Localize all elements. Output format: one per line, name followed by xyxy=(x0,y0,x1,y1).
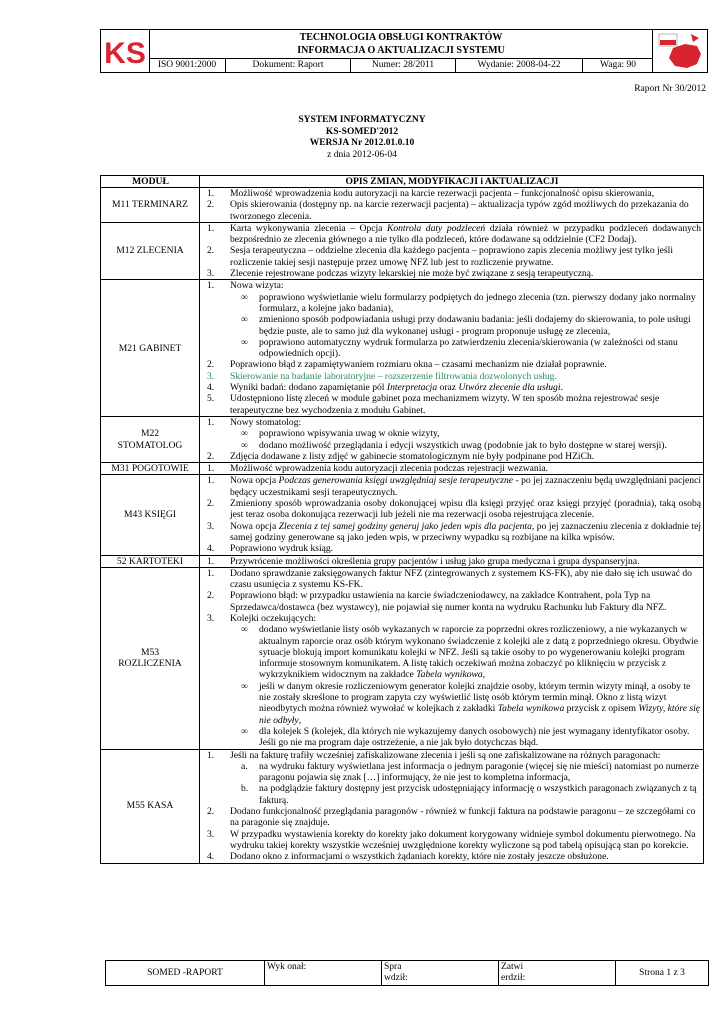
table-row xyxy=(101,416,704,462)
infinity-bullet-icon: ∞ xyxy=(241,439,248,451)
title-line-3: WERSJA Nr 2012.01.0.10 xyxy=(309,138,415,148)
table-row xyxy=(101,463,704,475)
module-name: M43 KSIĘGI xyxy=(101,475,200,555)
list-item: 2. Poprawiono błąd z zapamiętywaniem rozmiaru okna – czasami mechanizm nie działał poprawnie. xyxy=(207,359,607,371)
list-item: 1. Możliwość wprowadzenia kodu autoryzacji zlecenia podczas rejestracji wezwania. xyxy=(207,463,549,475)
logo-text: KS xyxy=(104,37,146,70)
sub-item: b. na podglądzie faktury dostępny jest przycisk udostępniający informację o wszystkich paragonach związanych z tą fakturą. xyxy=(241,783,697,806)
header-num: Numer: 28/2011 xyxy=(351,59,456,73)
list-item: 3. Nowa opcja Zlecenia z tej samej godziny generuj jako jeden wpis dla pacjenta, po jej zaznaczeniu zlecenia z dokładnie tej samej godziny generowane są jako jeden wpis, w przeciwny wypadku są rozbijane na kilka wpisów. xyxy=(207,520,701,543)
infinity-bullet-icon: ∞ xyxy=(241,680,248,692)
list-item: 1. Przywrócenie możliwości określenia grupy pacjentów i usług jako grupa medyczna i grupa dyspanseryjna. xyxy=(207,555,640,567)
list-item: 4. Wyniki badań: dodano zapamiętanie pól Interpretacja oraz Utwórz zlecenie dla usługi. xyxy=(207,382,563,394)
infinity-bullet-icon: ∞ xyxy=(241,336,248,348)
module-description xyxy=(200,416,704,462)
title-line-2: KS-SOMED'2012 xyxy=(325,126,399,137)
module-description xyxy=(200,188,704,223)
module-name: M12 ZLECENIA xyxy=(101,222,200,279)
list-item: 3. Zlecenie rejestrowane podczas wizyty lekarskiej nie może być związane z sesją terapeutyczną. xyxy=(207,268,594,280)
infinity-bullet-icon: ∞ xyxy=(241,291,248,303)
table-row xyxy=(101,749,704,863)
sub-item: a. na wydruku faktury wyświetlana jest informacja o jednym paragonie (więcej się nie mieści) natomiast po numerze paragonu pojawia się znak […] informujący, że nie jest to kompletna informacja, xyxy=(241,760,699,784)
list-item: 5. Udostępniono listę zleceń w module gabinet poza mechanizmem wizyty. W ten sposób można rejestrować sesje terapeutyczne bez wychodzenia z modułu Gabinet. xyxy=(207,393,660,416)
module-name: M55 KASA xyxy=(101,749,200,863)
certification-emblem xyxy=(652,30,707,72)
header-title-1: TECHNOLOGIA OBSŁUGI KONTRAKTÓW xyxy=(299,32,503,43)
table-row xyxy=(101,567,704,749)
infinity-bullet-icon: ∞ xyxy=(241,428,248,440)
footer-page-number: Strona 1 z 3 xyxy=(639,968,685,978)
list-item: 3. Kolejki oczekujących: xyxy=(207,612,317,624)
module-description xyxy=(200,475,704,555)
list-item: 1. Jeśli na fakturę trafiły wcześniej zafiskalizowane zlecenia i jeśli są one zafiskalizowane na różnych paragonach: xyxy=(207,749,661,761)
table-row xyxy=(101,222,704,279)
list-item: 1. Nowa wizyta: xyxy=(207,280,284,292)
table-row xyxy=(101,475,704,555)
module-name: 52 KARTOTEKI xyxy=(101,555,200,567)
module-description xyxy=(200,222,704,279)
sub-item: ∞ poprawiono automatyczny wydruk formularza po zatwierdzeniu zlecenia/skierowania (w zależności od stanu odpowiednich opcji). xyxy=(241,336,678,360)
document-title xyxy=(0,115,724,161)
table-row xyxy=(101,555,704,567)
header-waga: Waga: 90 xyxy=(600,60,636,70)
module-name: M31 POGOTOWIE xyxy=(101,463,200,475)
table-row xyxy=(101,280,704,417)
list-item: 2. Poprawiono błąd: w przypadku ustawienia na karcie świadczeniodawcy, na zakładce Kontrahent, pola Typ na Sprzedawca/dostawca (bez wystawcy), nie pojawiał się numer konta na wydruku Rachunku lub Faktury dla NFZ. xyxy=(207,590,667,613)
module-description xyxy=(200,463,704,475)
footer-zatwi: Zatwi erdził: xyxy=(499,961,616,985)
list-item: 2. Zdjęcia dodawane z listy zdjęć w gabinecie stomatologicznym nie były podpinane pod HZiCh. xyxy=(207,450,595,462)
infinity-bullet-icon: ∞ xyxy=(241,725,248,737)
footer-wyk: Wyk onał: xyxy=(265,961,382,985)
list-item: 2. Dodano funkcjonalność przeglądania paragonów - również w funkcji faktura na podstawie paragonu – ze szczegółami co na paragonie się znajduje. xyxy=(207,806,696,829)
module-description xyxy=(200,555,704,567)
company-logo xyxy=(101,30,150,72)
poland-map-icon xyxy=(653,30,707,72)
sub-item: ∞ jeśli w danym okresie rozliczeniowym generator kolejki znajdzie osoby, którym termin wizyty minął, a osoby te nie zostały skreślone to program zapyta czy wyświetlić listę osób którym termin minął. Okno z listą wizyt nieodbytych można również wywołać w kolejkach z zakładki Tabela wynikowa przycisk z opisem Wizyty, które się nie odbyły, xyxy=(241,680,701,726)
header-wyd: Wydanie: 2008-04-22 xyxy=(456,59,583,73)
table-row xyxy=(101,188,704,223)
module-name: M53 ROZLICZENIA xyxy=(101,567,200,749)
sub-item: ∞ dodano możliwość przeglądania i edycji wszystkich uwag (podobnie jak to było dostępne w starej wersji). xyxy=(241,439,667,451)
header-doc: Dokument: Raport xyxy=(226,59,351,73)
module-name: M22 STOMATOLOG xyxy=(101,416,200,462)
list-item: 1. Nowy stomatolog: xyxy=(207,416,302,428)
list-item: 2. Zmieniony sposób wprowadzania osoby dokonującej wpisu dla księgi przyjęć oraz księgi przyjęć (poradnia), taką osobą jest teraz osoba dokonująca rezerwacji lub jeżeli nie ma rezerwacji osoba rejestrująca zlecenie. xyxy=(207,498,701,521)
module-name: M21 GABINET xyxy=(101,280,200,417)
sub-item: ∞ poprawiono wyświetlanie wielu formularzy podpiętych do jednego zlecenia (tzn. pierwszy dodany jako normalny formularz, a kolejne jako badania), xyxy=(241,291,696,314)
sub-item: ∞ zmieniono sposób podpowiadania usługi przy dodawaniu badania: jeśli dodajemy do skierowania, to pole usługi będzie puste, ale to samo już dla wykonanej usługi - program proponuje usługę ze zlecenia, xyxy=(241,314,691,337)
header-meta-row xyxy=(149,58,653,73)
report-number: Raport Nr 30/2012 xyxy=(634,84,706,94)
list-item: 4. Dodano okno z informacjami o wszystkich żądaniach korekty, które nie zostały jeszcze obsłużone. xyxy=(207,851,609,863)
module-description xyxy=(200,280,704,417)
module-description xyxy=(200,749,704,863)
list-item: 1. Nowa opcja Podczas generowania księgi uwzględniaj sesje terapeutyczne - po jej zaznaczeniu będą uwzględniani pacjenci będący uczestnikami sesji terapeutycznych. xyxy=(207,475,702,498)
list-item: 1. Karta wykonywania zlecenia – Opcja Kontrola daty podzleceń działa również w przypadku podzleceń dodawanych bezpośrednio ze zlecenia głównego a nie tylko dla podzleceń, które dodawane są oddzielnie (CF2 Dodaj). xyxy=(207,222,701,246)
document-header xyxy=(100,29,708,73)
list-item: 1. Dodano sprawdzanie zaksięgowanych faktur NFZ (zintegrowanych z systemem KS-FK), aby nie dało się ich usuwać do czasu usunięcia z systemu KS-FK. xyxy=(207,567,692,591)
col-header-description: OPIS ZMIAN, MODYFIKACJI i AKTUALIZACJI xyxy=(200,176,704,188)
sub-item: ∞ poprawiono wpisywania uwag w oknie wizyty, xyxy=(241,428,440,440)
changes-table xyxy=(100,175,704,864)
list-item: 2. Opis skierowania (dostępny np. na karcie rezerwacji pacjenta) – aktualizacja typów zgód możliwych do przekazania do tworzonego zlecenia. xyxy=(207,199,689,222)
header-iso: ISO 9001:2000 xyxy=(149,59,226,73)
list-item: 4. Poprawiono wydruk ksiąg. xyxy=(207,543,334,555)
list-item: 1. Możliwość wprowadzenia kodu autoryzacji na karcie rezerwacji pacjenta – funkcjonalność opisu skierowania, xyxy=(207,188,655,199)
list-item: 2. Sesja terapeutyczna – oddzielne zlecenia dla każdego pacjenta – poprawiono zapis zlecenia możliwy jest tylko jeśli rozliczenie takiej sesji następuje przez umowę NFZ lub jest to rozliczenie prywatne. xyxy=(207,245,673,268)
infinity-bullet-icon: ∞ xyxy=(241,314,248,326)
list-item: 3. W przypadku wystawienia korekty do korekty jako dokument korygowany widnieje symbol dokumentu pierwotnego. Na wydruku takiej korekty wszystkie wcześniej uwzględnione korekty wyliczone są pod tabelą opisującą stan po korekcie. xyxy=(207,828,696,851)
list-item-highlighted: 3. Skierowanie na badanie laboratoryjne – rozszerzenie filtrowania dozwolonych usług. xyxy=(207,370,557,382)
col-header-module: MODUŁ xyxy=(101,176,200,188)
module-name: M11 TERMINARZ xyxy=(101,188,200,223)
module-description xyxy=(200,567,704,749)
footer-spra: Spra wdził: xyxy=(382,961,499,985)
table-header-row xyxy=(101,176,704,188)
title-line-4: z dnia 2012-06-04 xyxy=(327,149,397,160)
header-title-2: INFORMACJA O AKTUALIZACJI SYSTEMU xyxy=(297,45,505,56)
document-footer xyxy=(105,960,709,986)
sub-item: ∞ dodano wyświetlanie listy osób wykazanych w raporcie za poprzedni okres rozliczeniowy, a nie wykazanych w aktualnym raporcie oraz osób którym wykonano świadczenie z kolejki ale z datą z poprzedniego okresu. Obydwie sytuacje blokują import komunikatu kolejki w NFZ. Jeśli są takie osoby to po wygenerowaniu kolejki program informuje stosownym komunikatem. A listę takich oczekiwań można zobaczyć po kliknięciu w przycisk z wykrzyknikiem widocznym na zakładce Tabela wynikowa, xyxy=(241,624,699,681)
footer-somed: SOMED -RAPORT xyxy=(106,961,265,985)
infinity-bullet-icon: ∞ xyxy=(241,624,248,636)
title-line-1: SYSTEM INFORMATYCZNY xyxy=(298,115,426,125)
ks-logo-icon xyxy=(101,30,149,72)
sub-item: ∞ dla kolejek S (kolejek, dla których nie wykazujemy danych osobowych) nie jest wymagany identyfikator osoby. Jeśli go nie ma program daje ostrzeżenie, a nie jak było dotychczas błąd. xyxy=(241,725,690,749)
